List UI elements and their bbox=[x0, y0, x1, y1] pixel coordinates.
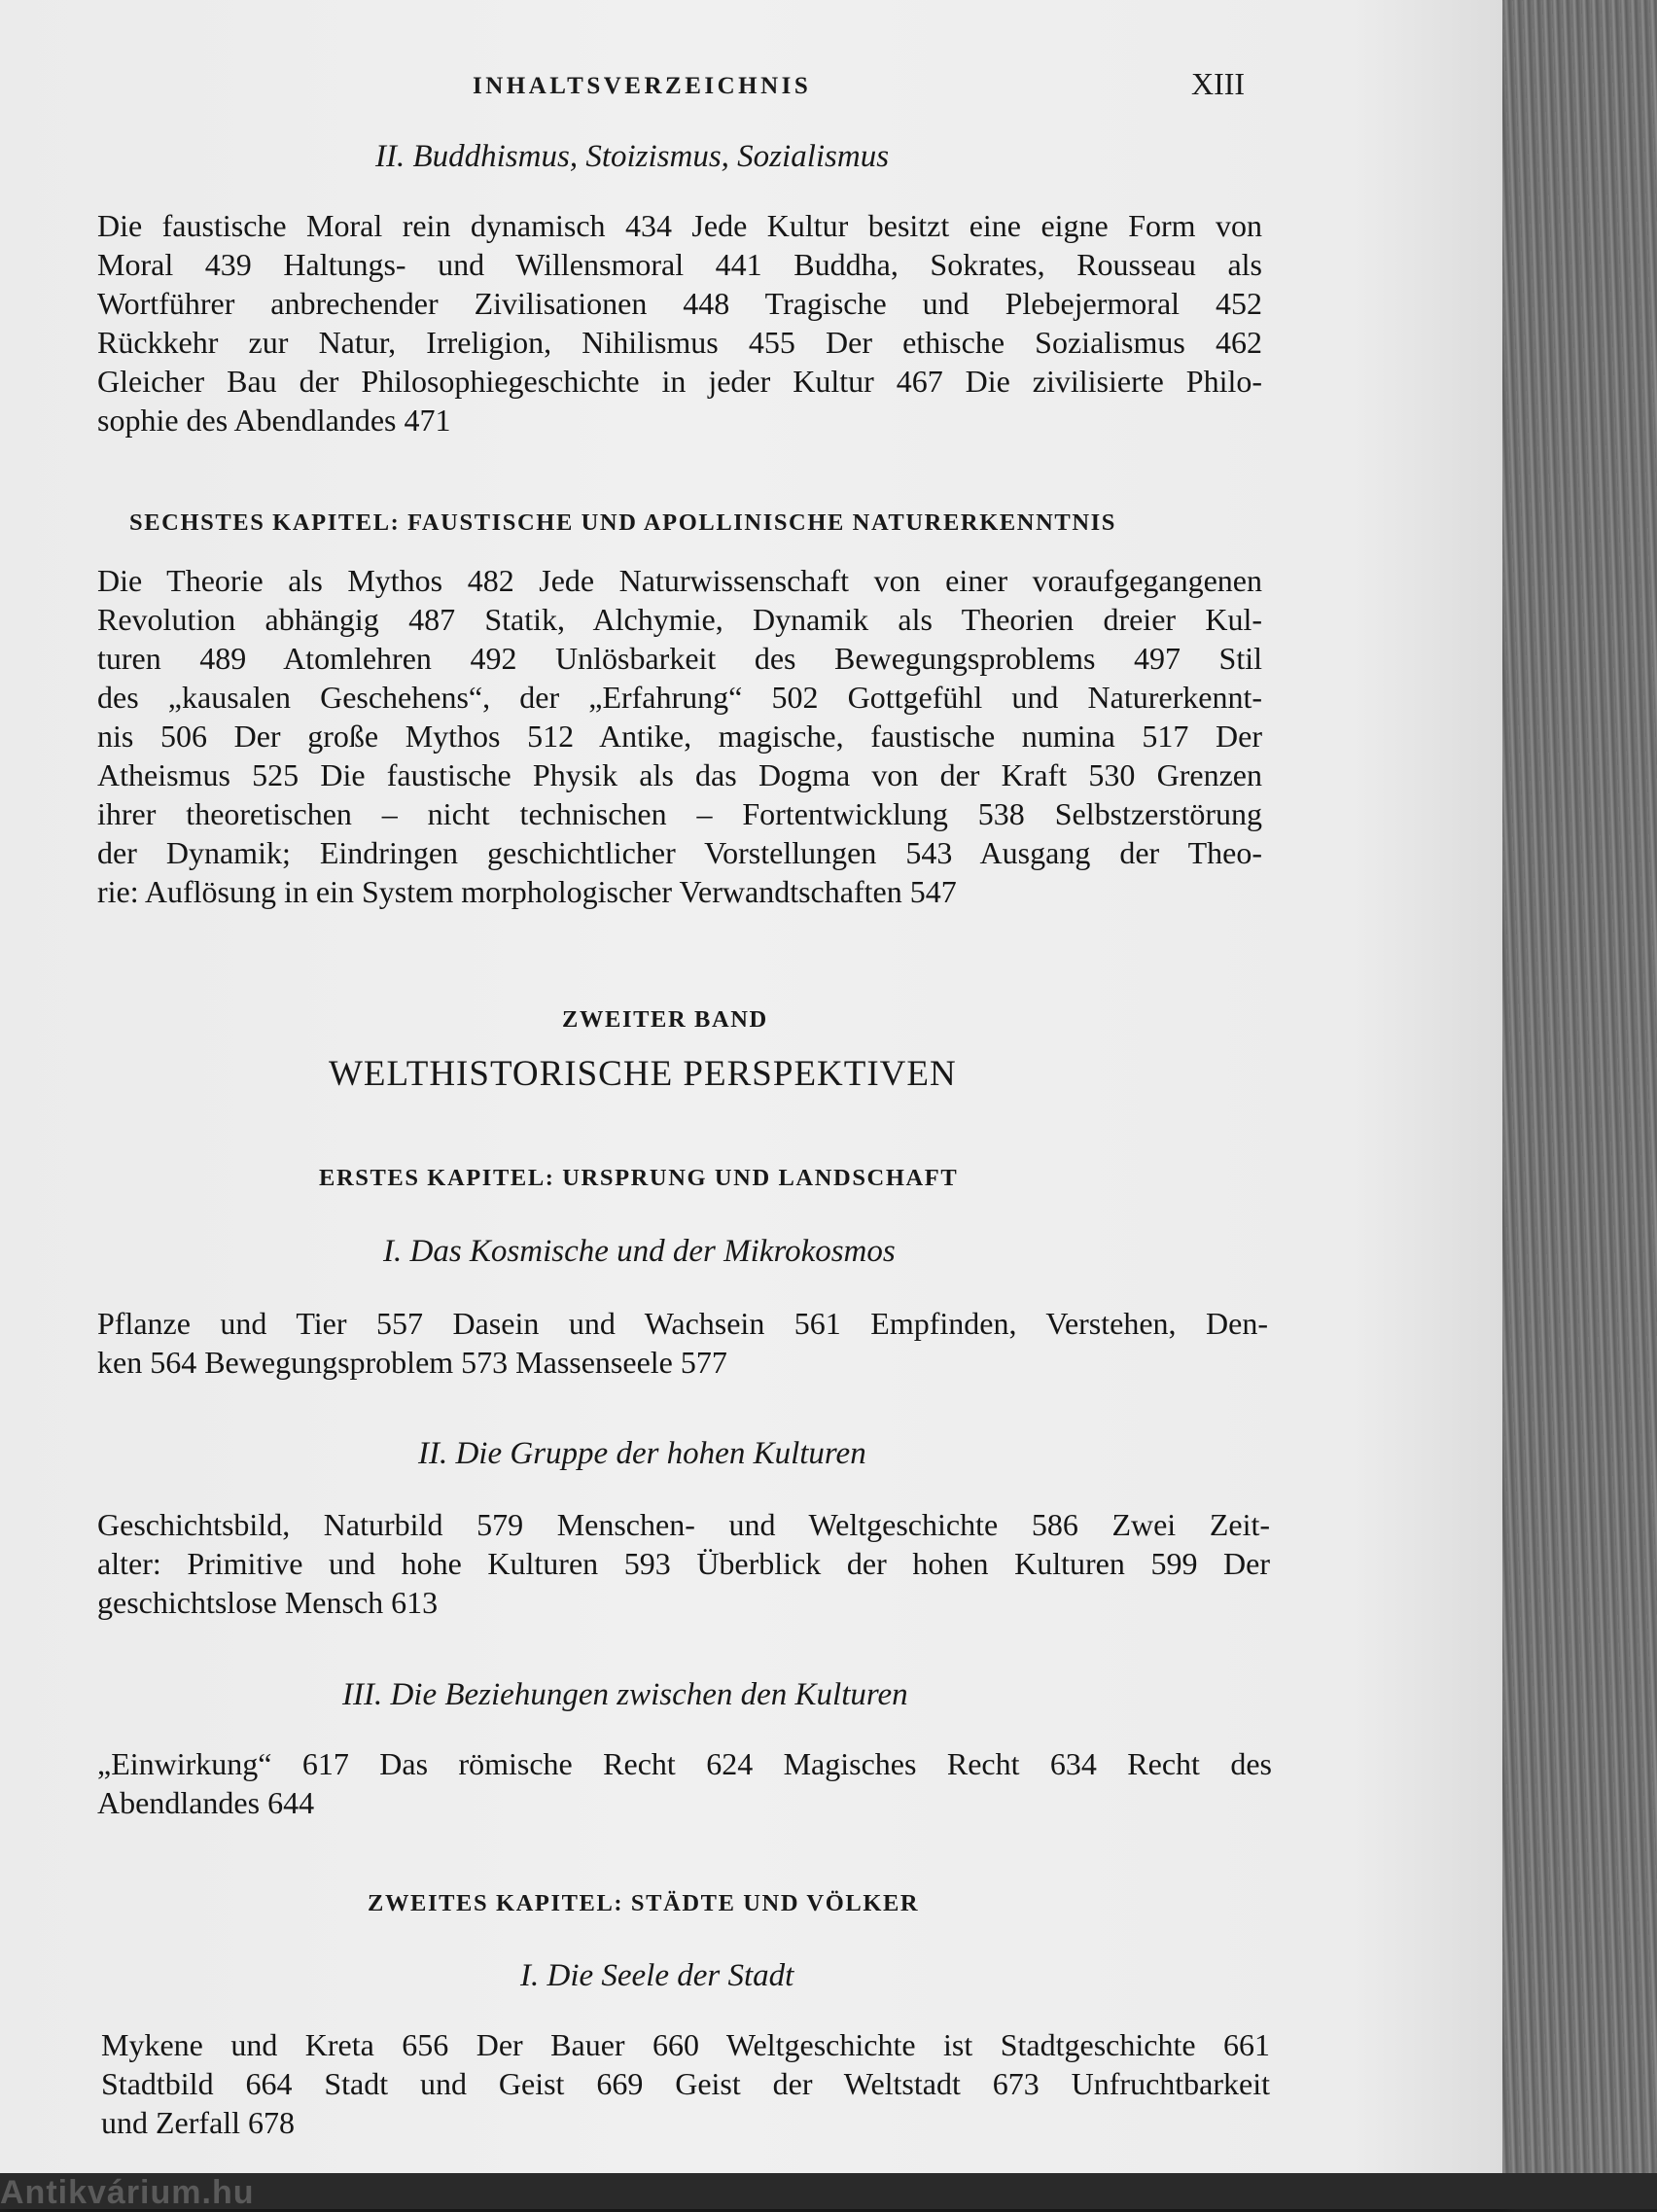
chapter-heading-zweites: ZWEITES KAPITEL: STÄDTE UND VÖLKER bbox=[368, 1890, 920, 1916]
book-page-edge bbox=[1502, 0, 1657, 2209]
section-heading-seele: I. Die Seele der Stadt bbox=[520, 1958, 794, 1993]
chapter-heading-erstes: ERSTES KAPITEL: URSPRUNG UND LANDSCHAFT bbox=[319, 1165, 959, 1191]
text-line: Die Theorie als Mythos 482 Jede Naturwissenschaft von einer voraufgegangenen bbox=[97, 563, 1262, 598]
running-header-title: INHALTSVERZEICHNIS bbox=[473, 73, 812, 99]
section-heading-kulturen: II. Die Gruppe der hohen Kulturen bbox=[418, 1436, 866, 1471]
text-line: nis 506 Der große Mythos 512 Antike, magische, faustische numina 517 Der bbox=[97, 719, 1262, 754]
section-heading-buddhismus: II. Buddhismus, Stoizismus, Sozialismus bbox=[375, 139, 890, 174]
text-line: und Zerfall 678 bbox=[101, 2105, 296, 2140]
watermark: Antikvárium.hu bbox=[0, 2174, 255, 2211]
text-line: Rückkehr zur Natur, Irreligion, Nihilismus 455 Der ethische Sozialismus 462 bbox=[97, 325, 1262, 360]
volume-title: WELTHISTORISCHE PERSPEKTIVEN bbox=[329, 1054, 957, 1094]
text-line: „Einwirkung“ 617 Das römische Recht 624 Magisches Recht 634 Recht des bbox=[97, 1746, 1272, 1781]
chapter-heading-sechstes: SECHSTES KAPITEL: FAUSTISCHE UND APOLLINISCHE NATURERKENNTNIS bbox=[129, 509, 1116, 536]
text-line: Moral 439 Haltungs- und Willensmoral 441 Buddha, Sokrates, Rousseau als bbox=[97, 247, 1262, 282]
text-line: Atheismus 525 Die faustische Physik als das Dogma von der Kraft 530 Grenzen bbox=[97, 757, 1262, 792]
text-line: rie: Auflösung in ein System morphologischer Verwandtschaften 547 bbox=[97, 874, 957, 909]
section-text-buddhismus bbox=[97, 206, 1262, 439]
text-line: Die faustische Moral rein dynamisch 434 Jede Kultur besitzt eine eigne Form von bbox=[97, 208, 1262, 243]
chapter-text-sechstes bbox=[97, 561, 1262, 911]
text-line: sophie des Abendlandes 471 bbox=[97, 403, 451, 438]
section-text-kosmische bbox=[97, 1304, 1268, 1382]
text-line: Geschichtsbild, Naturbild 579 Menschen- und Weltgeschichte 586 Zwei Zeit- bbox=[97, 1507, 1270, 1542]
text-line: der Dynamik; Eindringen geschichtlicher Vorstellungen 543 Ausgang der Theo- bbox=[97, 835, 1262, 870]
text-line: geschichtslose Mensch 613 bbox=[97, 1585, 439, 1620]
text-line: ihrer theoretischen – nicht technischen – Fortentwicklung 538 Selbstzerstörung bbox=[97, 796, 1262, 831]
text-line: Pflanze und Tier 557 Dasein und Wachsein 561 Empfinden, Verstehen, Den- bbox=[97, 1306, 1268, 1341]
section-heading-kosmische: I. Das Kosmische und der Mikrokosmos bbox=[383, 1234, 896, 1269]
text-line: Revolution abhängig 487 Statik, Alchymie, Dynamik als Theorien dreier Kul- bbox=[97, 602, 1262, 637]
text-line: Gleicher Bau der Philosophiegeschichte in jeder Kultur 467 Die zivilisierte Philo- bbox=[97, 364, 1262, 399]
section-text-kulturen bbox=[97, 1505, 1270, 1622]
section-text-beziehungen bbox=[97, 1744, 1272, 1822]
section-heading-beziehungen: III. Die Beziehungen zwischen den Kulturen bbox=[342, 1677, 908, 1712]
text-line: Abendlandes 644 bbox=[97, 1785, 315, 1820]
volume-label: ZWEITER BAND bbox=[562, 1006, 768, 1033]
text-line: alter: Primitive und hohe Kulturen 593 Überblick der hohen Kulturen 599 Der bbox=[97, 1546, 1270, 1581]
text-line: Mykene und Kreta 656 Der Bauer 660 Weltgeschichte ist Stadtgeschichte 661 bbox=[101, 2027, 1270, 2062]
text-line: turen 489 Atomlehren 492 Unlösbarkeit des Bewegungsproblems 497 Stil bbox=[97, 641, 1262, 676]
text-line: Stadtbild 664 Stadt und Geist 669 Geist der Weltstadt 673 Unfruchtbarkeit bbox=[101, 2066, 1270, 2101]
text-line: Wortführer anbrechender Zivilisationen 448 Tragische und Plebejermoral 452 bbox=[97, 286, 1262, 321]
page-number: XIII bbox=[1191, 66, 1246, 101]
text-line: des „kausalen Geschehens“, der „Erfahrung“ 502 Gottgefühl und Naturerkennt- bbox=[97, 680, 1262, 715]
section-text-seele bbox=[101, 2025, 1270, 2142]
text-line: ken 564 Bewegungsproblem 573 Massenseele 577 bbox=[97, 1345, 727, 1380]
